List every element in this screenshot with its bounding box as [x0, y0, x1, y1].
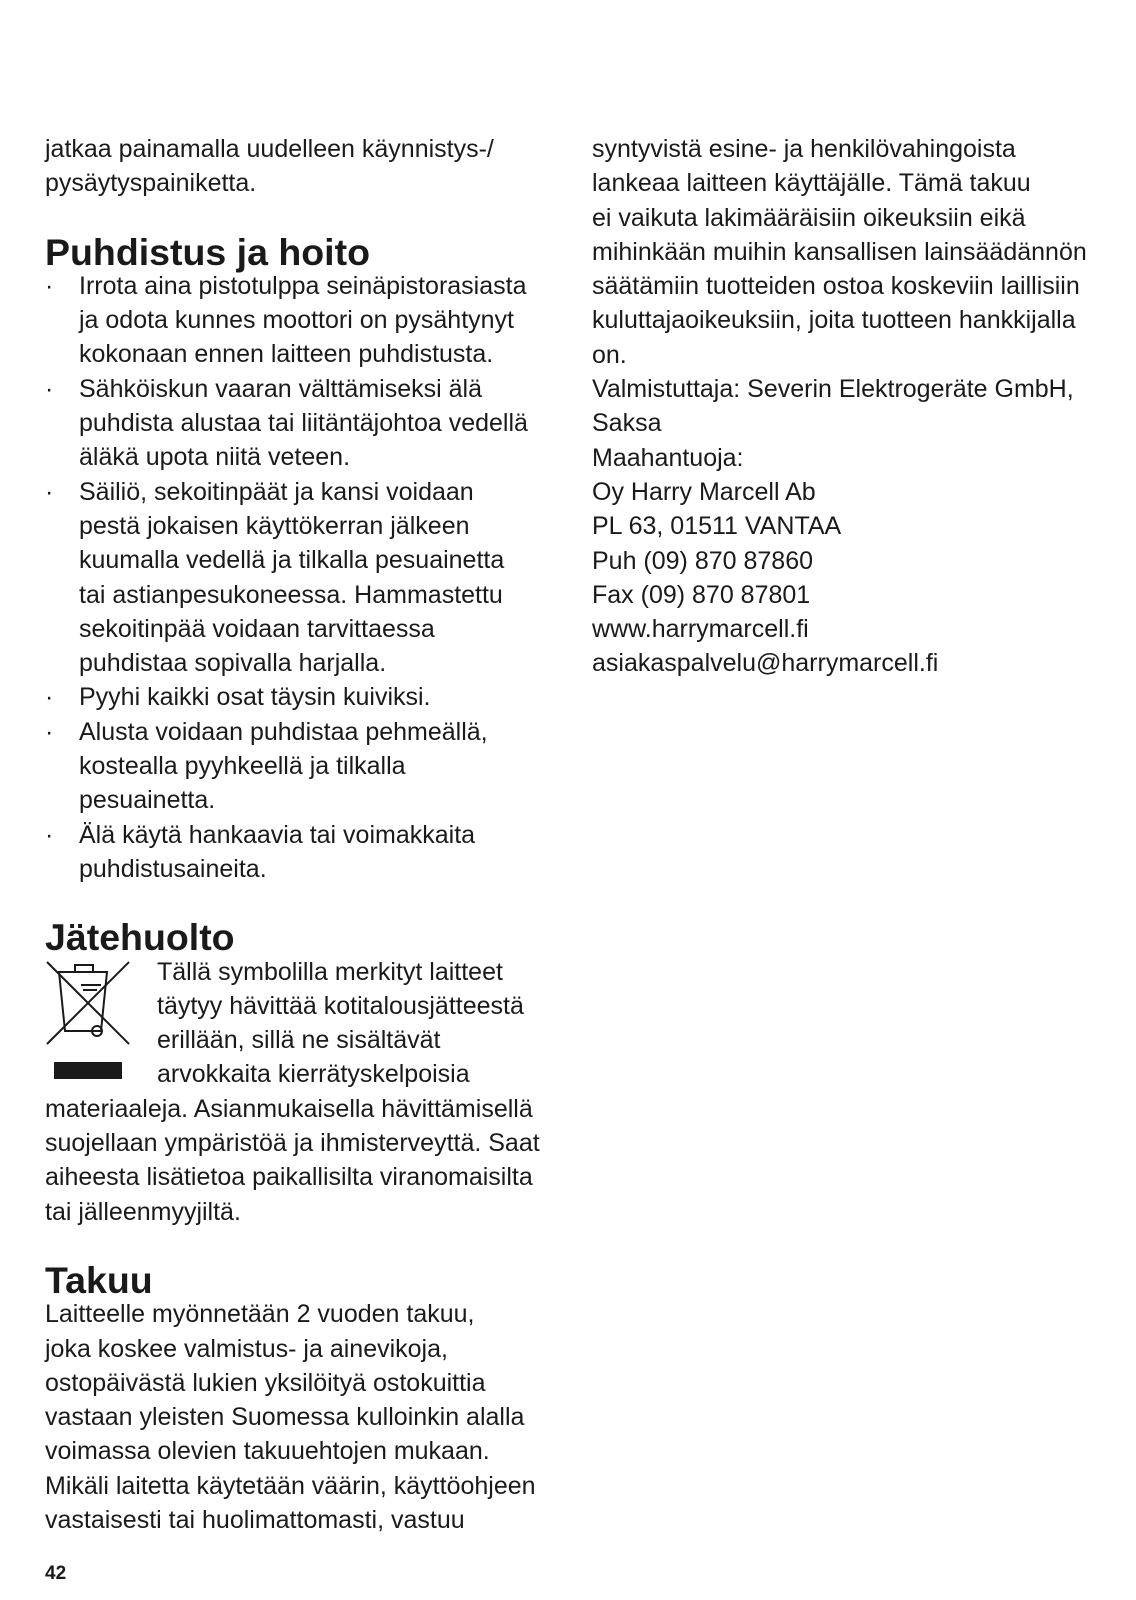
- disposal-block: [45, 955, 555, 1092]
- list-item: · Alusta voidaan puhdistaa pehmeällä, kostealla pyyhkeellä ja tilkalla pesuainetta.: [45, 715, 555, 818]
- list-item: · Irrota aina pistotulppa seinäpistorasiasta ja odota kunnes moottori on pysähtynyt kokonaan ennen laitteen puhdistusta.: [45, 269, 555, 372]
- bullet-icon: ·: [45, 820, 54, 849]
- list-item: · Säiliö, sekoitinpäät ja kansi voidaan pestä jokaisen käyttökerran jälkeen kuumalla vedellä ja tilkalla pesuainetta tai astianpesukoneessa. Hammastettu sekoitinpää voidaan tarvittaessa puhdistaa sopivalla harjalla.: [45, 475, 555, 681]
- disposal-text: materiaaleja. Asianmukaisella hävittämisellä suojellaan ympäristöä ja ihmisterveyttä. Saat aiheesta lisätietoa paikallisilta viranomaisilta tai jälleenmyyjiltä.: [45, 1094, 540, 1226]
- website-link[interactable]: www.harrymarcell.fi: [592, 615, 809, 644]
- weee-crossed-bin-icon: [45, 959, 135, 1085]
- importer-label: Maahantuoja:: [592, 443, 744, 472]
- bullet-icon: ·: [45, 374, 54, 403]
- bullet-icon: ·: [45, 477, 54, 506]
- cleaning-heading: Puhdistus ja hoito: [45, 230, 370, 273]
- bullet-icon: ·: [45, 717, 54, 746]
- phone-number: Puh (09) 870 87860: [592, 546, 814, 575]
- warranty-text: Laitteelle myönnetään 2 vuoden takuu, joka koskee valmistus- ja ainevikoja, ostopäivästä lukien yksilöityä ostokuittia vastaan yleisten Suomessa kulloinkin alalla voimassa olevien takuuehtojen mukaan. Mikäli laitetta käytetään väärin, käyttöohjeen vastaisesti tai huolimattomasti, vastuu: [45, 1300, 536, 1534]
- intro-text: jatkaa painamalla uudelleen käynnistys-/ pysäytyspainiketta.: [45, 135, 494, 198]
- warranty-heading: Takuu: [45, 1258, 153, 1301]
- bullet-icon: ·: [45, 683, 54, 712]
- bullet-icon: ·: [45, 271, 54, 300]
- disposal-heading: Jätehuolto: [45, 916, 235, 959]
- cleaning-list: [45, 269, 555, 886]
- warranty-continued-text: syntyvistä esine- ja henkilövahingoista lankeaa laitteen käyttäjälle. Tämä takuu ei vaikuta lakimääräisiin oikeuksiin eikä mihinkään muihin kansallisen lainsäädännön säätämiin tuotteiden ostoa koskeviin laillisiin kuluttajaoikeuksiin, joita tuotteen hankkijalla on.: [592, 135, 1087, 369]
- disposal-text-beside-icon: Tällä symbolilla merkityt laitteet täytyy hävittää kotitalousjätteestä erillään, sillä ne sisältävät arvokkaita kierrätyskelpoisia: [157, 957, 524, 1089]
- list-item: · Älä käytä hankaavia tai voimakkaita puhdistusaineita.: [45, 818, 555, 887]
- importer-name: Oy Harry Marcell Ab: [592, 477, 816, 506]
- right-column: [592, 132, 1102, 681]
- importer-address: PL 63, 01511 VANTAA: [592, 512, 842, 541]
- list-item: · Sähköiskun vaaran välttämiseksi älä puhdista alustaa tai liitäntäjohtoa vedellä äläkä upota niitä veteen.: [45, 372, 555, 475]
- page-number: 42: [45, 1563, 67, 1584]
- left-column: [45, 132, 555, 1537]
- manufacturer-text: Valmistuttaja: Severin Elektrogeräte GmbH, Saksa: [592, 375, 1074, 438]
- fax-number: Fax (09) 870 87801: [592, 580, 811, 609]
- list-item: · Pyyhi kaikki osat täysin kuiviksi.: [45, 680, 555, 714]
- email-link[interactable]: asiakaspalvelu@harrymarcell.fi: [592, 649, 939, 678]
